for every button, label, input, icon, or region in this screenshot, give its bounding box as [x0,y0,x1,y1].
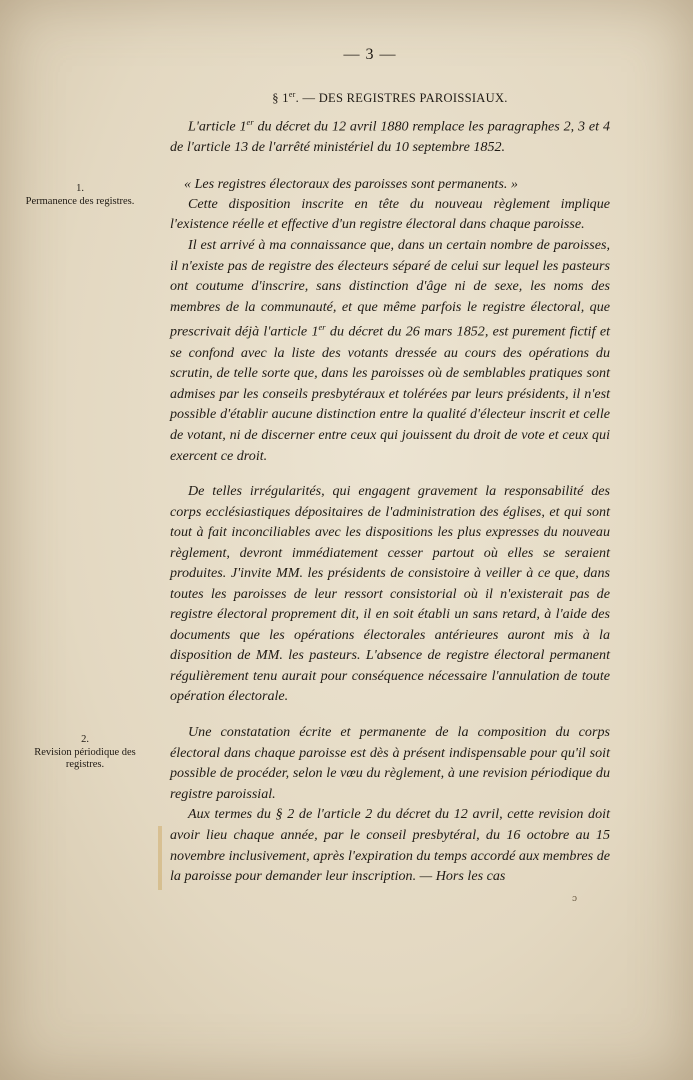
paragraph-connaissance-sup: er [318,322,326,333]
paragraph-aux-termes: Aux termes du § 2 de l'article 2 du décret du 12 avril, cette revision doit avoir lieu chaque année, par le conseil presbytéral, du 16 octobre au 15 novembre inclusivement, après l'expiration du temps accordé aux membres de la paroisse pour demander leur inscription. — Hors les cas [170,806,610,885]
paper-stain [158,826,162,890]
section-heading-title: . — DES REGISTRES PAROISSIAUX. [295,91,508,106]
intro-text-start: L'article 1 [188,118,247,135]
margin-note-revision [15,734,155,771]
paragraph-connaissance [170,235,610,466]
page-number: — 3 — [343,46,397,63]
intro-paragraph [170,112,610,158]
paragraph-connaissance-start: Il est arrivé à ma connaissance que, dans un certain nombre de paroisses, il n'existe pas de registre des électeurs séparé de celui sur lequel les pasteurs ont coutume d'inscrire, sans distinction d'âge ni de sexe, les noms des membres de la communauté, et que même parfois le registre électoral, que prescrivait déjà l'article 1 [170,237,610,341]
catchword-mark: ɔ [572,894,578,904]
paragraph-connaissance-end: du décret du 26 mars 1852, est purement fictif et se confond avec la liste des votants dressée au cours des opérations du scrutin, de telle sorte que, dans les paroisses où de semblables pratiques sont admises par les conseils presbytéraux et tolérées par leurs présidents, il n'est possible d'établir aucune distinction entre la qualité d'électeur inscrit et celle de votant, ni de discerner entre ceux qui jouissent du droit de vote et ceux qui exercent ce droit. [170,324,610,464]
quote-paragraph: « Les registres électoraux des paroisses sont permanents. » [184,176,518,192]
margin-note-number: 1. [76,183,84,194]
section-heading-prefix: § 1 [272,91,289,106]
intro-sup: er [246,117,254,127]
intro-text-end: du décret du 12 avril 1880 remplace les paragraphes 2, 3 et 4 de l'article 13 de l'arrêté ministériel du 10 septembre 1852. [170,118,610,156]
margin-note-number: 2. [81,734,89,745]
margin-note-permanence [10,183,150,208]
section-heading-sup: er [288,90,296,99]
paragraph-disposition: Cette disposition inscrite en tête du nouveau règlement implique l'existence réelle et effective d'un registre électoral dans chaque paroisse. [170,196,610,233]
paragraph-irregularites: De telles irrégularités, qui engagent gravement la responsabilité des corps ecclésiastiques dépositaires de l'administration des églises, et qui sont tout à fait inconciliables avec les dispositions les plus expresses du nouveau règlement, devront immédiatement cesser partout où elles se seraient produites. J'invite MM. les présidents de consistoire à veiller à ce que, dans toutes les paroisses de leur ressort consistorial où il n'existerait pas de registre électoral proprement dit, il en soit établi un sans retard, à l'aide des documents que les opérations électorales antérieures auront mis à la disposition de MM. les pasteurs. L'absence de registre électoral permanent régulièrement tenu aurait pour conséquence nécessaire l'annulation de toute opération électorale. [170,483,610,704]
section-heading [150,90,630,106]
paragraph-constatation: Une constatation écrite et permanente de la composition du corps électoral dans chaque paroisse est dès à présent indispensable pour qu'il soit possible de procéder, selon le vœu du règlement, à une revision périodique du registre paroissial. [170,724,610,802]
margin-note-title: Permanence des registres. [25,196,135,207]
margin-note-title: Revision périodique des registres. [34,747,136,770]
